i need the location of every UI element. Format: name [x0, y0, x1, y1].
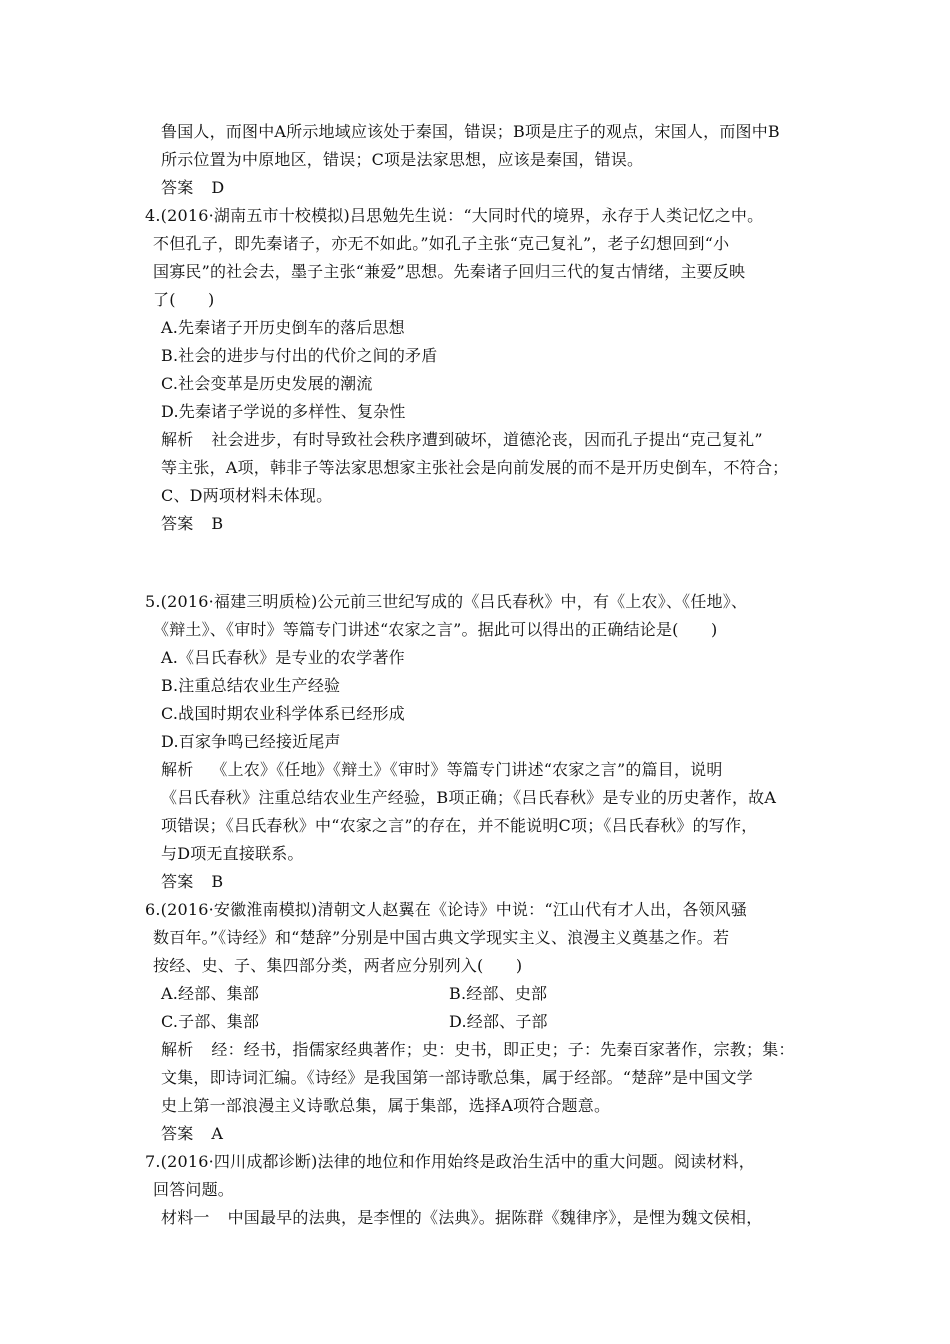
q6-analysis-line — [161, 1040, 795, 1060]
q3-analysis-line: 所示位置为中原地区，错误；C项是法家思想，应该是秦国，错误。 — [161, 150, 644, 169]
q5-analysis-line — [161, 760, 723, 780]
q6-analysis-line: 史上第一部浪漫主义诗歌总集，属于集部，选择A项符合题意。 — [161, 1096, 611, 1115]
q4-option-c: C.社会变革是历史发展的潮流 — [161, 374, 373, 393]
q5-answer — [161, 872, 223, 892]
q3-analysis-line: 鲁国人，而图中A所示地域应该处于秦国，错误；B项是庄子的观点，宋国人，而图中B — [161, 122, 780, 141]
q6-answer — [161, 1124, 223, 1144]
q5-option-d: D.百家争鸣已经接近尾声 — [161, 732, 341, 751]
q6-stem-line: 数百年。”《诗经》和“楚辞”分别是中国古典文学现实主义、浪漫主义奠基之作。若 — [153, 928, 730, 947]
q6-stem-line: 6.(2016·安徽淮南模拟)清朝文人赵翼在《论诗》中说：“江山代有才人出，各领风骚 — [145, 900, 748, 919]
material-text: 中国最早的法典，是李悝的《法典》。据陈群《魏律序》，是悝为魏文侯相， — [227, 1208, 763, 1227]
q5-option-a: A.《吕氏春秋》是专业的农学著作 — [161, 648, 405, 667]
q3-answer — [161, 178, 224, 198]
answer-label: 答案 — [161, 872, 194, 891]
q5-option-b: B.注重总结农业生产经验 — [161, 676, 341, 695]
material-label: 材料一 — [161, 1208, 210, 1227]
answer-value: B — [211, 872, 224, 891]
q6-option-d: D.经部、子部 — [449, 1012, 548, 1031]
answer-value: D — [211, 178, 225, 197]
q4-option-d: D.先秦诸子学说的多样性、复杂性 — [161, 402, 406, 421]
q6-option-c: C.子部、集部 — [161, 1012, 260, 1031]
q4-analysis-line — [161, 430, 763, 450]
q4-stem-line: 4.(2016·湖南五市十校模拟)吕思勉先生说：“大同时代的境界，永存于人类记忆之中。 — [145, 206, 764, 225]
analysis-text: 社会进步，有时导致社会秩序遭到破坏，道德沦丧，因而孔子提出“克己复礼” — [211, 430, 763, 449]
answer-value: A — [211, 1124, 224, 1143]
q4-answer — [161, 514, 223, 534]
q5-stem-line: 《辩土》、《审时》等篇专门讲述“农家之言”。据此可以得出的正确结论是( ) — [153, 620, 718, 639]
analysis-text: 《上农》《任地》《辩土》《审时》等篇专门讲述“农家之言”的篇目，说明 — [211, 760, 723, 779]
q4-option-a: A.先秦诸子开历史倒车的落后思想 — [161, 318, 405, 337]
q4-stem-line: 不但孔子，即先秦诸子，亦无不如此。”如孔子主张“克己复礼”，老子幻想回到“小 — [153, 234, 730, 253]
answer-label: 答案 — [161, 178, 194, 197]
q5-analysis-line: 与D项无直接联系。 — [161, 844, 304, 863]
answer-label: 答案 — [161, 514, 194, 533]
q5-stem-line: 5.(2016·福建三明质检)公元前三世纪写成的《吕氏春秋》中，有《上农》、《任地》、 — [145, 592, 748, 611]
q5-analysis-line: 项错误；《吕氏春秋》中“农家之言”的存在，并不能说明C项；《吕氏春秋》的写作， — [161, 816, 758, 835]
analysis-label: 解析 — [161, 1040, 194, 1059]
q4-option-b: B.社会的进步与付出的代价之间的矛盾 — [161, 346, 438, 365]
q7-stem-line: 7.(2016·四川成都诊断)法律的地位和作用始终是政治生活中的重大问题。阅读材料， — [145, 1152, 755, 1171]
q4-stem-line: 了( ) — [153, 290, 215, 309]
q5-option-c: C.战国时期农业科学体系已经形成 — [161, 704, 405, 723]
q6-option-a: A.经部、集部 — [161, 984, 260, 1003]
q6-option-b: B.经部、史部 — [449, 984, 548, 1003]
q7-material-line — [161, 1208, 762, 1228]
q7-stem-line: 回答问题。 — [153, 1180, 235, 1199]
q4-analysis-line: C、D两项材料未体现。 — [161, 486, 333, 505]
answer-label: 答案 — [161, 1124, 194, 1143]
q4-analysis-line: 等主张，A项，韩非子等法家思想家主张社会是向前发展的而不是开历史倒车，不符合； — [161, 458, 789, 477]
analysis-label: 解析 — [161, 760, 194, 779]
q6-analysis-line: 文集，即诗词汇编。《诗经》是我国第一部诗歌总集，属于经部。“楚辞”是中国文学 — [161, 1068, 753, 1087]
analysis-label: 解析 — [161, 430, 194, 449]
q6-stem-line: 按经、史、子、集四部分类，两者应分别列入( ) — [153, 956, 523, 975]
answer-value: B — [211, 514, 224, 533]
analysis-text: 经：经书，指儒家经典著作；史：史书，即正史；子：先秦百家著作，宗教；集： — [211, 1040, 795, 1059]
q4-stem-line: 国寡民”的社会去，墨子主张“兼爱”思想。先秦诸子回归三代的复古情绪，主要反映 — [153, 262, 746, 281]
q5-analysis-line: 《吕氏春秋》注重总结农业生产经验，B项正确；《吕氏春秋》是专业的历史著作，故A — [161, 788, 777, 807]
